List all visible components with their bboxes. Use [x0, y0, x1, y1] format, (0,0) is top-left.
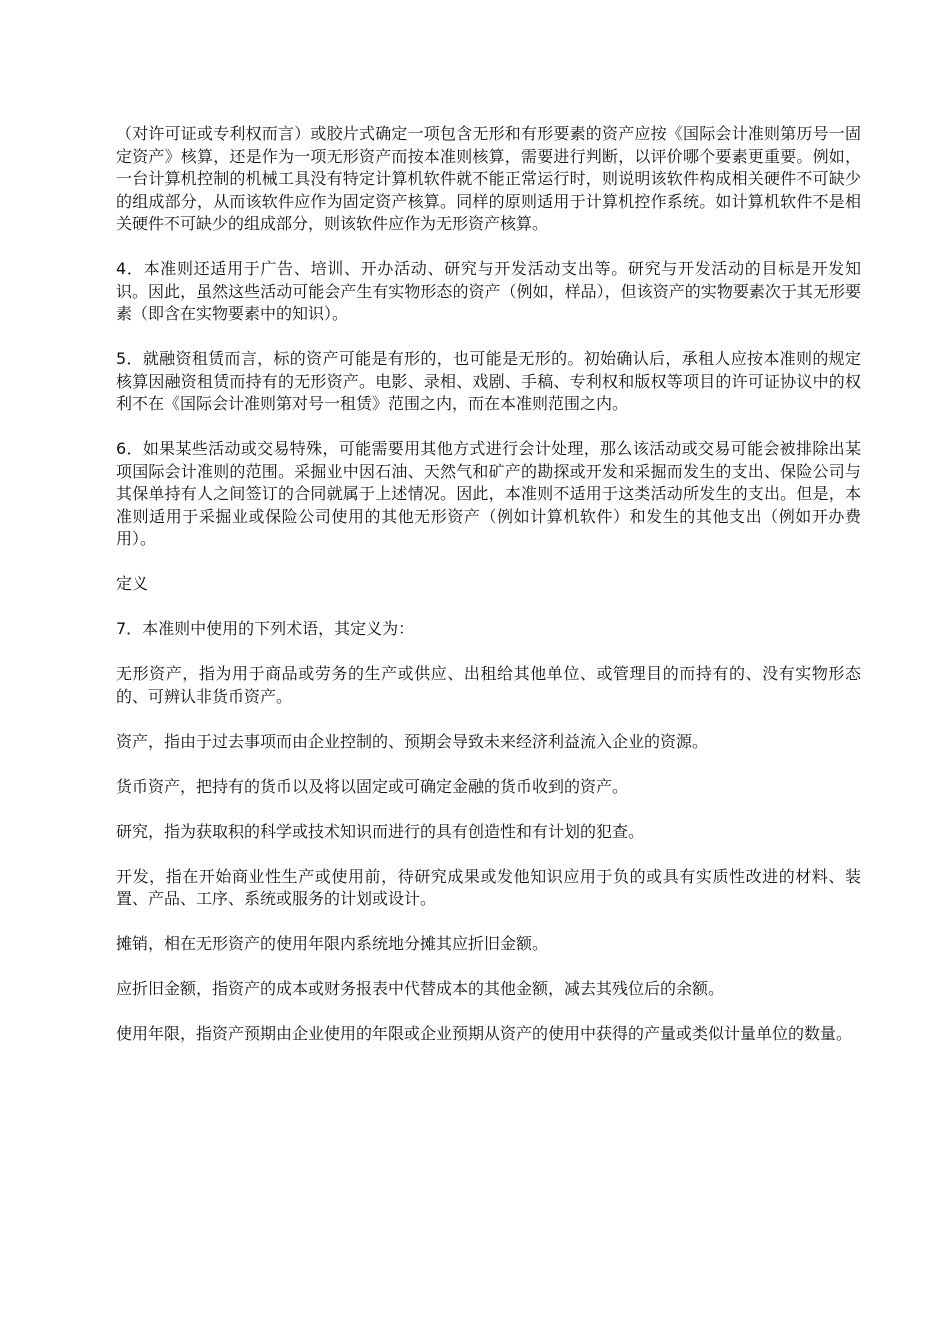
definition-asset: 资产，指由于过去事项而由企业控制的、预期会导致未来经济利益流入企业的资源。 — [116, 731, 709, 751]
paragraph-5: 5．就融资租赁而言，标的资产可能是有形的，也可能是无形的。初始确认后，承租人应按本准则的规定核算因融资租赁而持有的无形资产。电影、录相、戏剧、手稿、专利权和版权等项目的许可证协议中的权利不在《国际会计准则第对号一租赁》范围之内，而在本准则范围之内。 — [116, 349, 861, 413]
document-body — [116, 123, 861, 1068]
definition-useful-life: 使用年限，指资产预期由企业使用的年限或企业预期从资产的使用中获得的产量或类似计量单位的数量。 — [116, 1024, 853, 1043]
definition-intangible-asset: 无形资产，指为用于商品或劳务的生产或供应、出租给其他单位、或管理目的而持有的、没有实物形态的、可辨认非货币资产。 — [116, 664, 861, 706]
definition-monetary-asset: 货币资产，把持有的货币以及将以固定或可确定金融的货币收到的资产。 — [116, 776, 629, 796]
definition-development: 开发，指在开始商业性生产或使用前，待研究成果或发他知识应用于负的或具有实质性改进的材料、装置、产品、工序、系统或服务的计划或设计。 — [116, 866, 861, 908]
definition-amortisation: 摊销，相在无形资产的使用年限内系统地分摊其应折旧金额。 — [116, 934, 549, 953]
paragraph-4: 4．本准则还适用于广告、培训、开办活动、研究与开发活动支出等。研究与开发活动的目标是开发知识。因此，虽然这些活动可能会产生有实物形态的资产（例如，样品），但该资产的实物要素次于其无形要素（即含在实物要素中的知识）。 — [116, 259, 861, 323]
section-heading-definitions: 定义 — [116, 574, 149, 593]
paragraph-7: 7．本准则中使用的下列术语，其定义为： — [116, 619, 415, 638]
paragraph-6: 6．如果某些活动或交易特殊，可能需要用其他方式进行会计处理，那么该活动或交易可能会被排除出某项国际会计准则的范围。采掘业中因石油、天然气和矿产的勘探或开发和采掘而发生的支出、保险公司与其保单持有人之间签订的合同就属于上述情况。因此，本准则不适用于这类活动所发生的支出。但是，本准则适用于采掘业或保险公司使用的其他无形资产（例如计算机软件）和发生的其他支出（例如开办费用）。 — [116, 439, 861, 548]
definition-research: 研究，指为获取积的科学或技术知识而进行的具有创造性和有计划的犯查。 — [116, 821, 645, 841]
paragraph-intro-continued: （对许可证或专利权而言）或胶片式确定一项包含无形和有形要素的资产应按《国际会计准则第历号一固定资产》核算，还是作为一项无形资产而按本准则核算，需要进行判断，以评价哪个要素更重要。例如，一台计算机控制的机械工具没有特定计算机软件就不能正常运行时，则说明该软件构成相关硬件不可缺少的组成部分，从而该软件应作为固定资产核算。同样的原则适用于计算机控作系统。如计算机软件不是相关硬件不可缺少的组成部分，则该软件应作为无形资产核算。 — [116, 124, 861, 233]
definition-depreciable-amount: 应折旧金额，指资产的成本或财务报表中代替成本的其他金额，减去其残位后的余额。 — [116, 979, 725, 998]
